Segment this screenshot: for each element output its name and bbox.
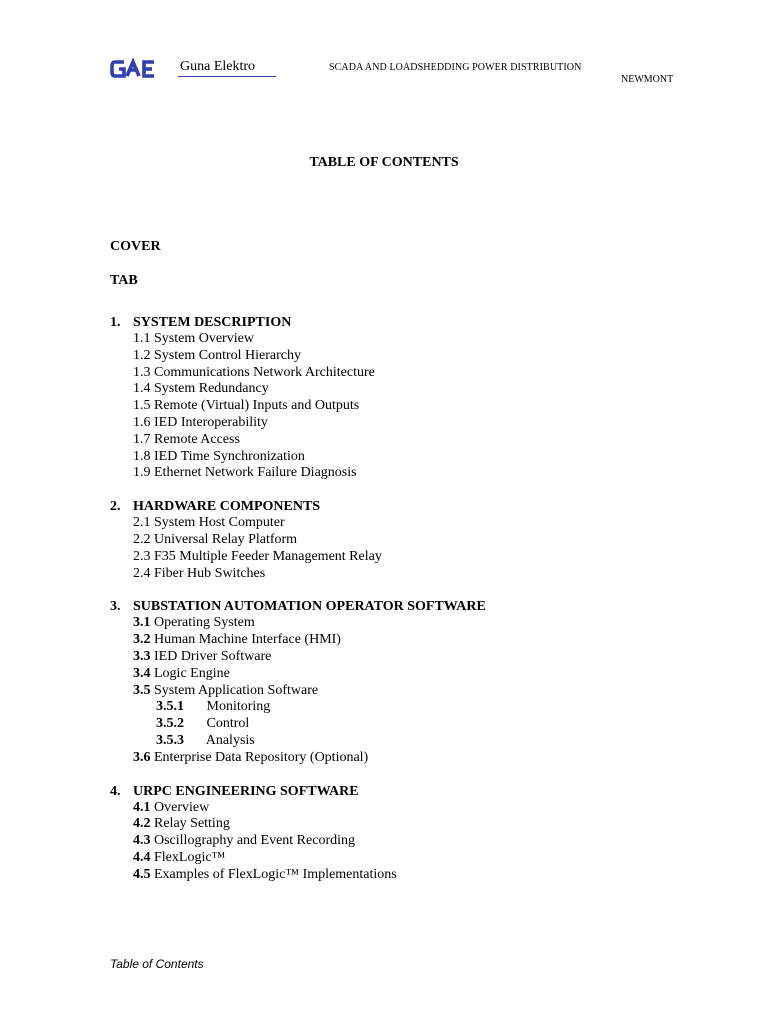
subsection-title: Logic Engine — [154, 665, 230, 681]
toc-section-heading[interactable] — [110, 498, 670, 515]
subsection-title: Operating System — [154, 615, 255, 631]
subsection-title: 1.3 Communications Network Architecture — [133, 364, 375, 380]
toc-subsection-item[interactable] — [110, 432, 670, 449]
subsection-title: Human Machine Interface (HMI) — [154, 632, 341, 648]
section-number: 1. — [110, 315, 121, 330]
toc-subsection-item[interactable] — [110, 666, 670, 683]
toc-subsection-item[interactable] — [110, 515, 670, 532]
client-name: NEWMONT — [621, 74, 674, 85]
toc-subsection-item[interactable] — [110, 398, 670, 415]
subsection-number: 3.5.2 — [156, 716, 184, 732]
toc-subsection-item[interactable] — [110, 381, 670, 398]
company-name: Guna Elektro — [180, 59, 256, 74]
subsection-number: 3.1 — [133, 615, 151, 631]
subsection-title: 2.1 System Host Computer — [133, 515, 285, 531]
page-footer: Table of Contents — [110, 957, 204, 971]
subsection-title: Relay Setting — [154, 816, 230, 832]
toc-section-heading[interactable] — [110, 314, 670, 331]
section-number: 3. — [110, 599, 121, 615]
subsection-title: 1.6 IED Interoperability — [133, 414, 268, 430]
toc-subsection-item[interactable] — [110, 850, 670, 867]
subsection-title: Analysis — [205, 732, 255, 748]
toc-subsection-item[interactable] — [110, 348, 670, 365]
subsection-number: 3.5.3 — [156, 732, 184, 748]
toc-section — [110, 598, 670, 766]
toc-subsection-item[interactable] — [110, 800, 670, 817]
toc-subsection-item[interactable] — [110, 867, 670, 884]
toc-subsection-item[interactable] — [110, 615, 670, 632]
subsection-title: 1.5 Remote (Virtual) Inputs and Outputs — [133, 398, 360, 414]
toc-subsection-item[interactable] — [110, 816, 670, 833]
toc-entry-cover[interactable]: COVER — [110, 239, 161, 254]
subsection-title: 2.2 Universal Relay Platform — [133, 531, 298, 547]
toc-subsection-item[interactable] — [110, 449, 670, 466]
toc-subsection-item[interactable] — [110, 365, 670, 382]
company-logo — [110, 58, 166, 80]
subsection-number: 3.2 — [133, 632, 151, 648]
subsection-title: System Application Software — [154, 682, 319, 698]
toc-entry-tab[interactable]: TAB — [110, 273, 138, 288]
toc-subsection-item[interactable] — [110, 683, 670, 700]
toc-subsection-item[interactable] — [110, 566, 670, 583]
subsection-title: Overview — [154, 799, 210, 815]
toc-subsection-item[interactable] — [110, 649, 670, 666]
subsection-number: 3.3 — [133, 648, 151, 664]
table-of-contents — [110, 238, 670, 900]
toc-subsection-item[interactable] — [110, 750, 670, 767]
subsection-number: 4.3 — [133, 833, 151, 849]
subsection-number: 4.1 — [133, 799, 151, 815]
toc-subsection-item[interactable] — [110, 632, 670, 649]
toc-section-heading[interactable] — [110, 598, 670, 615]
subsection-number: 3.6 — [133, 749, 151, 765]
subsection-title: Examples of FlexLogic™ Implementations — [154, 866, 397, 882]
toc-subsection-item[interactable] — [110, 733, 670, 750]
subsection-title: Enterprise Data Repository (Optional) — [154, 749, 369, 765]
toc-section — [110, 783, 670, 884]
section-number: 4. — [110, 783, 121, 799]
toc-subsection-item[interactable] — [110, 699, 670, 716]
subsection-number: 4.2 — [133, 816, 151, 832]
section-title: SYSTEM DESCRIPTION — [133, 315, 292, 330]
section-title: HARDWARE COMPONENTS — [133, 499, 321, 515]
toc-section — [110, 498, 670, 582]
subsection-title: Monitoring — [206, 699, 271, 715]
subsection-title: FlexLogic™ — [154, 849, 226, 865]
company-underline — [178, 76, 276, 77]
toc-subsection-item[interactable] — [110, 331, 670, 348]
subsection-number: 4.4 — [133, 849, 151, 865]
subsection-title: 2.4 Fiber Hub Switches — [133, 565, 266, 581]
toc-sections — [110, 314, 670, 884]
subsection-title: 1.7 Remote Access — [133, 431, 240, 447]
subsection-title: 1.2 System Control Hierarchy — [133, 347, 301, 363]
subsection-title: Oscillography and Event Recording — [154, 833, 356, 849]
subsection-title: 2.3 F35 Multiple Feeder Management Relay — [133, 548, 382, 564]
subsection-title: 1.1 System Overview — [133, 331, 254, 346]
toc-subsection-item[interactable] — [110, 833, 670, 850]
subsection-title: Control — [206, 716, 250, 732]
subsection-number: 3.5.1 — [156, 699, 184, 715]
page-header — [0, 0, 768, 100]
subsection-number: 3.5 — [133, 682, 151, 698]
toc-title: TABLE OF CONTENTS — [309, 155, 459, 170]
toc-section — [110, 314, 670, 482]
toc-subsection-item[interactable] — [110, 716, 670, 733]
toc-subsection-item[interactable] — [110, 465, 670, 482]
subsection-title: IED Driver Software — [154, 648, 272, 664]
toc-subsection-item[interactable] — [110, 549, 670, 566]
section-number: 2. — [110, 499, 121, 515]
subsection-title: 1.8 IED Time Synchronization — [133, 448, 305, 464]
toc-subsection-item[interactable] — [110, 532, 670, 549]
toc-subsection-item[interactable] — [110, 415, 670, 432]
section-title: SUBSTATION AUTOMATION OPERATOR SOFTWARE — [133, 599, 486, 615]
subsection-title: 1.9 Ethernet Network Failure Diagnosis — [133, 465, 357, 481]
subsection-number: 4.5 — [133, 866, 151, 882]
project-title: SCADA AND LOADSHEDDING POWER DISTRIBUTION — [329, 62, 582, 73]
toc-section-heading[interactable] — [110, 783, 670, 800]
subsection-number: 3.4 — [133, 665, 151, 681]
subsection-title: 1.4 System Redundancy — [133, 381, 269, 397]
section-title: URPC ENGINEERING SOFTWARE — [133, 783, 359, 799]
